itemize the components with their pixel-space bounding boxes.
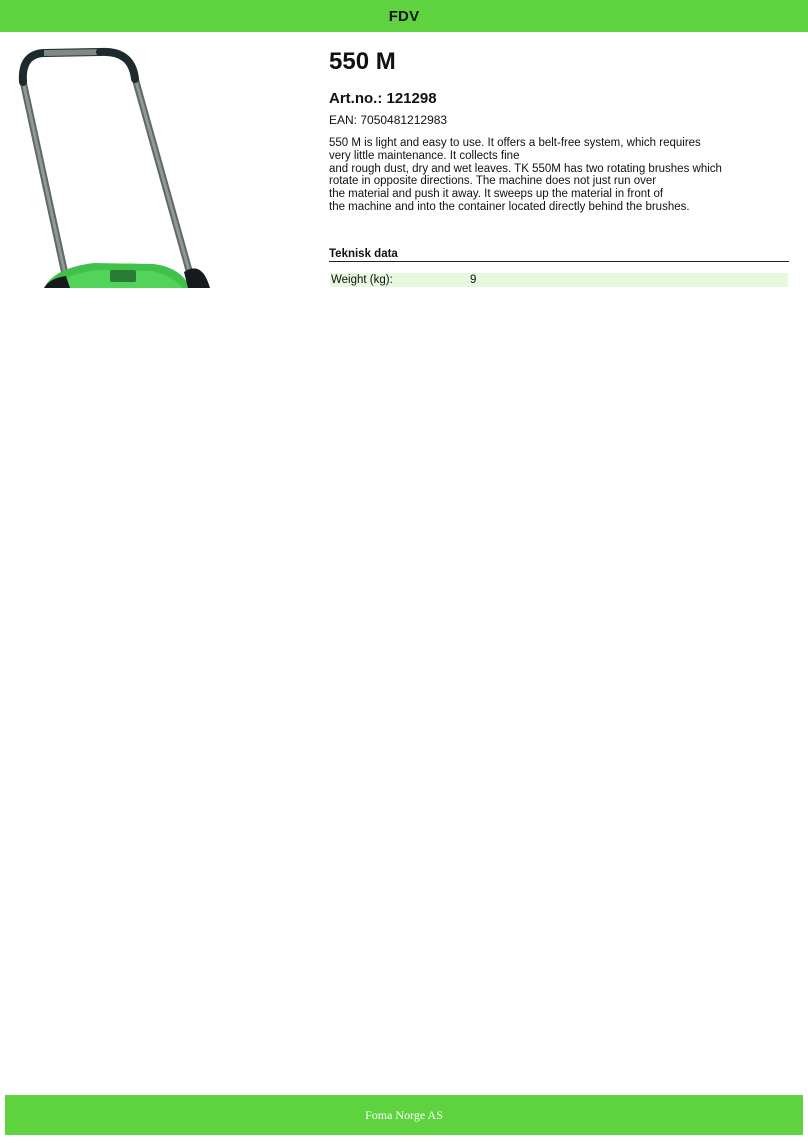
footer-banner (5, 1095, 803, 1135)
description-line: very little maintenance. It collects fine (329, 149, 520, 162)
description-line: the machine and into the container located directly behind the brushes. (329, 200, 690, 213)
product-name: 550 M (329, 48, 396, 75)
product-description (329, 137, 722, 214)
sweeper-illustration (14, 46, 242, 288)
document-title: FDV (388, 7, 420, 25)
product-image (14, 46, 242, 288)
technical-data-table (330, 273, 788, 287)
article-number: Art.no.: 121298 (329, 90, 437, 107)
description-line: and rough dust, dry and wet leaves. TK 550M has two rotating brushes which (329, 162, 722, 175)
description-line: the material and push it away. It sweeps up the material in front of (329, 188, 664, 201)
table-row (330, 273, 788, 287)
weight-label: Weight (kg): (331, 274, 393, 286)
body-handle-slot (110, 270, 136, 282)
description-line: rotate in opposite directions. The machine does not just run over (329, 175, 657, 188)
description-line: 550 M is light and easy to use. It offers a belt-free system, which requires (329, 137, 701, 149)
technical-data-heading: Teknisk data (329, 248, 789, 262)
company-name: Foma Norge AS (365, 1107, 443, 1122)
ean-code: EAN: 7050481212983 (329, 113, 448, 127)
top-banner (0, 0, 808, 32)
weight-value: 9 (470, 274, 477, 286)
